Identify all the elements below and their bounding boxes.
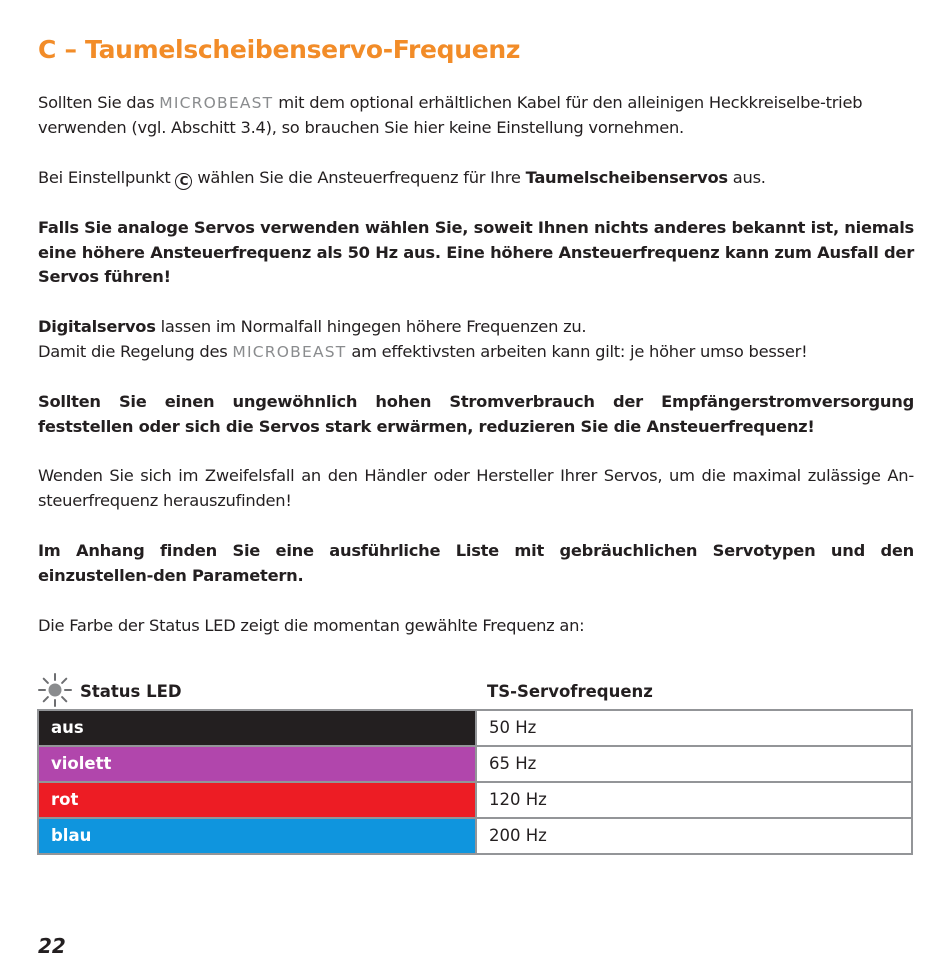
led-color-cell: aus	[38, 710, 476, 746]
led-color-cell: blau	[38, 818, 476, 854]
table-row	[38, 710, 912, 746]
frequency-cell: 120 Hz	[476, 782, 912, 818]
led-color-cell: rot	[38, 782, 476, 818]
paragraph-led-intro: Die Farbe der Status LED zeigt die momentan gewählte Frequenz an:	[38, 616, 585, 635]
paragraph-setting-point: Bei Einstellpunkt C wählen Sie die Ansteuerfrequenz für Ihre Taumelscheibenservos aus.	[38, 168, 766, 188]
header-ts-servofrequenz: TS-Servofrequenz	[487, 682, 653, 701]
frequency-cell: 50 Hz	[476, 710, 912, 746]
brand-microbeast: MICROBEAST	[232, 342, 347, 361]
table-row	[38, 782, 912, 818]
frequency-cell: 200 Hz	[476, 818, 912, 854]
header-status-led: Status LED	[80, 682, 182, 701]
table-header	[38, 676, 913, 706]
setting-point-c-icon: C	[175, 173, 192, 190]
led-frequency-table	[37, 709, 913, 855]
frequency-cell: 65 Hz	[476, 746, 912, 782]
brand-microbeast: MICROBEAST	[159, 94, 274, 112]
led-color-cell: violett	[38, 746, 476, 782]
paragraph-analog-warning: Falls Sie analoge Servos verwenden wählen Sie, soweit Ihnen nichts anderes bekannt ist, niemals eine höhere Ansteuerfrequenz als 50 Hz aus. Eine höhere Ansteuerfrequenz kann zum Ausfall der Servos führen!	[38, 218, 914, 286]
paragraph-cable-note: Sollten Sie das MICROBEAST mit dem optional erhältlichen Kabel für den alleinigen Heckkreiselbe-trieb verwenden (vgl. Abschitt 3.4), so brauchen Sie hier keine Einstellung vornehmen.	[38, 93, 863, 137]
paragraph-doubt-note: Wenden Sie sich im Zweifelsfall an den Händler oder Hersteller Ihrer Servos, um die maximal zulässige An-steuerfrequenz herauszufinden!	[38, 466, 914, 510]
paragraph-digital-servos: Digitalservos lassen im Normalfall hingegen höhere Frequenzen zu. Damit die Regelung des MICROBEAST am effektivsten arbeiten kann gilt: je höher umso besser!	[38, 317, 808, 361]
sun-icon	[38, 673, 72, 707]
table-row	[38, 818, 912, 854]
paragraph-appendix-note: Im Anhang finden Sie eine ausführliche Liste mit gebräuchlichen Servotypen und den einzustellen-den Parametern.	[38, 541, 914, 585]
page-number: 22	[38, 934, 66, 958]
paragraph-power-warning: Sollten Sie einen ungewöhnlich hohen Stromverbrauch der Empfängerstromversorgung feststellen oder sich die Servos stark erwärmen, reduzieren Sie die Ansteuerfrequenz!	[38, 392, 914, 436]
page-title: C – Taumelscheibenservo-Frequenz	[38, 35, 521, 64]
table-row	[38, 746, 912, 782]
